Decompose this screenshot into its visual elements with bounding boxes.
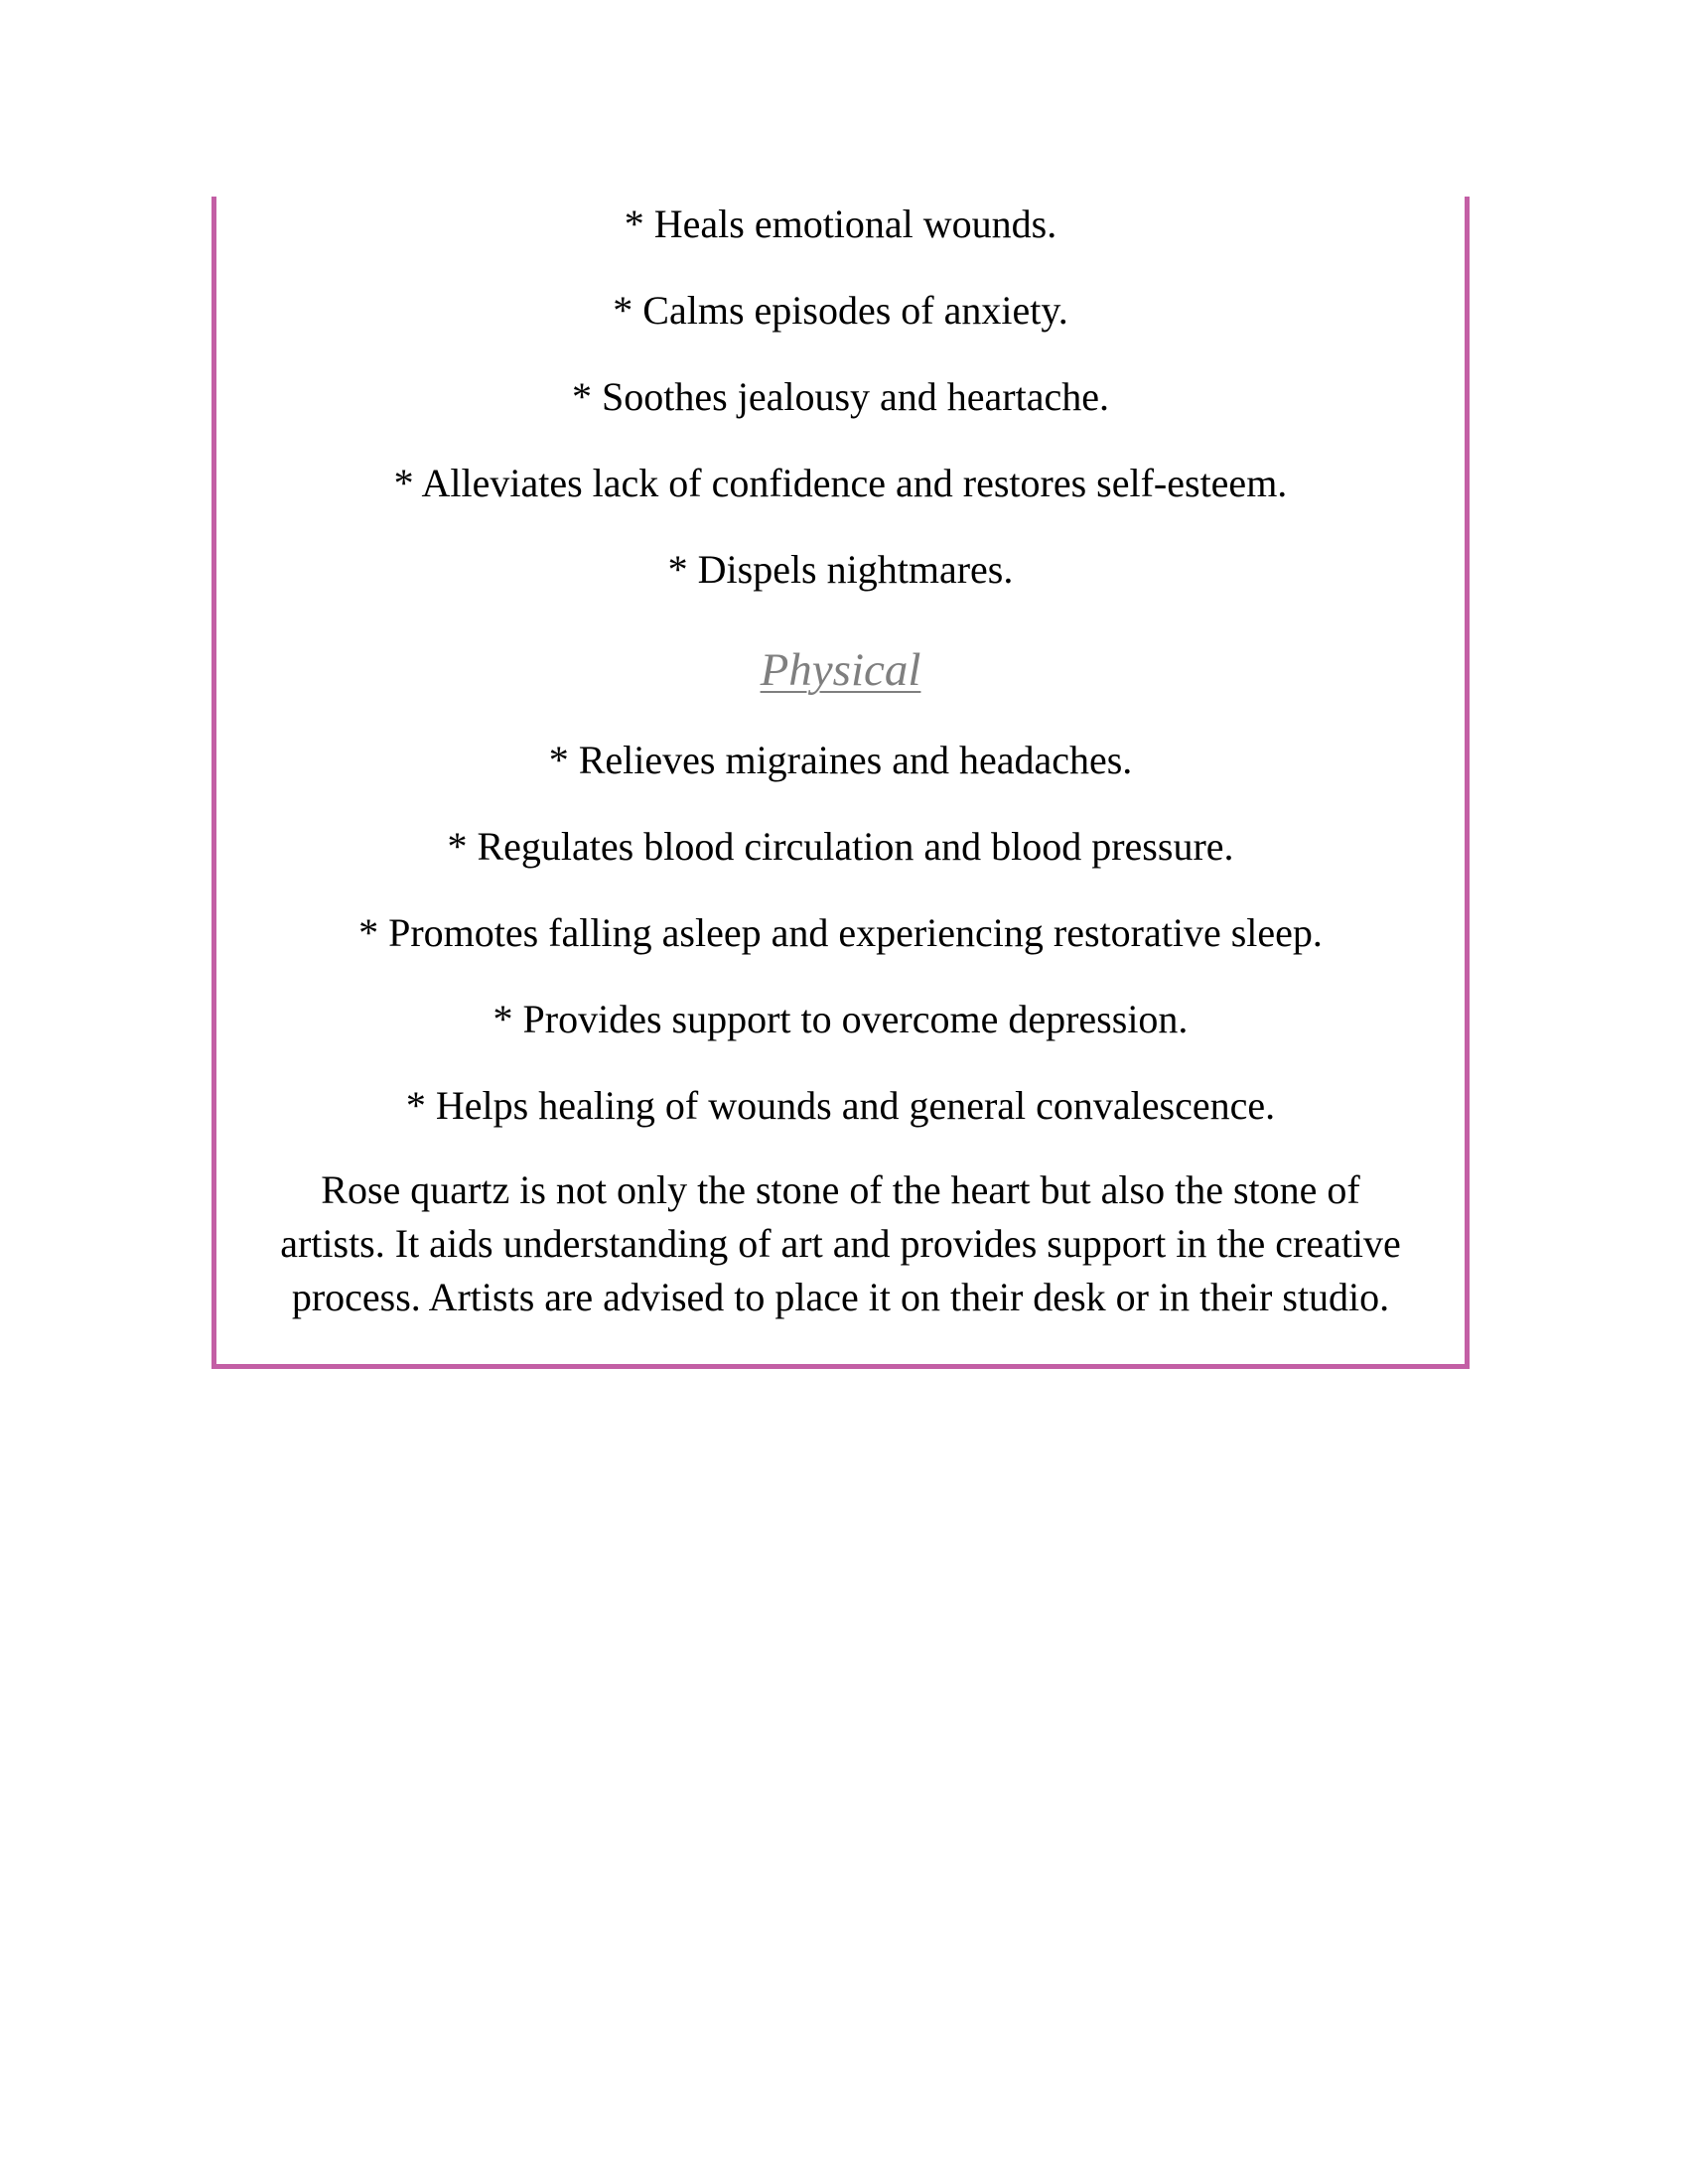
physical-benefit-item: * Provides support to overcome depression.: [492, 997, 1189, 1041]
physical-benefit-item: * Helps healing of wounds and general convalescence.: [405, 1083, 1276, 1128]
physical-benefit-item: * Relieves migraines and headaches.: [548, 738, 1133, 782]
closing-paragraph-line: process. Artists are advised to place it on their desk or in their studio.: [291, 1275, 1390, 1319]
emotional-benefit-item: * Heals emotional wounds.: [624, 202, 1057, 246]
content-frame: [211, 197, 1470, 1369]
emotional-benefit-item: * Soothes jealousy and heartache.: [572, 374, 1109, 419]
closing-paragraph: [216, 1163, 1465, 1324]
closing-paragraph-line: Rose quartz is not only the stone of the heart but also the stone of: [321, 1167, 1360, 1212]
emotional-benefit-item: * Dispels nightmares.: [667, 547, 1014, 592]
physical-benefit-item: * Promotes falling asleep and experiencing restorative sleep.: [358, 910, 1323, 955]
closing-paragraph-line: artists. It aids understanding of art and provides support in the creative: [280, 1221, 1401, 1266]
emotional-benefit-item: * Calms episodes of anxiety.: [613, 288, 1068, 333]
physical-section-heading: Physical: [760, 644, 921, 696]
emotional-benefit-item: * Alleviates lack of confidence and restores self-esteem.: [393, 461, 1288, 505]
physical-benefit-item: * Regulates blood circulation and blood pressure.: [447, 824, 1234, 869]
